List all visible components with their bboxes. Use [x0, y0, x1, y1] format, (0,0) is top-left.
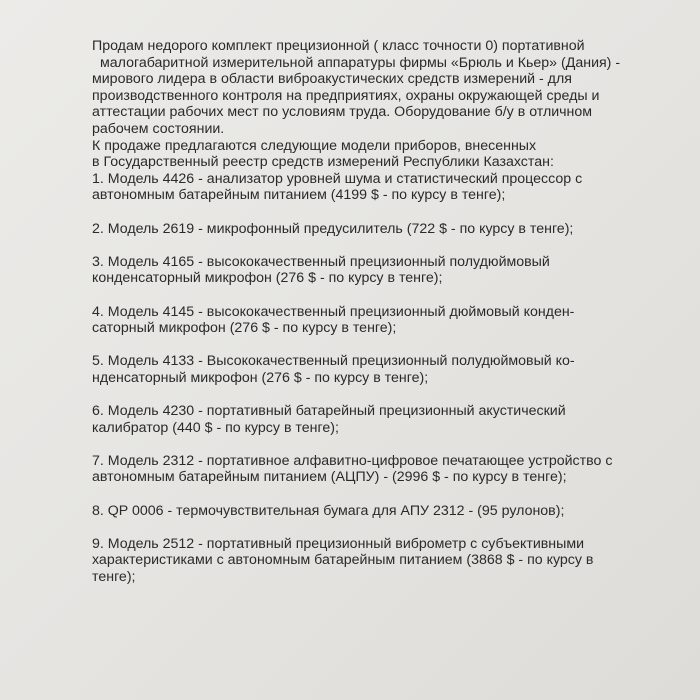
list-item-line: 2. Модель 2619 - микрофонный предусилитель (722 $ - по курсу в тенге);	[92, 220, 574, 237]
intro-line: мирового лидера в области виброакустических средств измерений - для	[92, 71, 572, 88]
list-item-line: нденсаторный микрофон (276 $ - по курсу в тенге);	[92, 369, 429, 386]
list-item-line: автономным батарейным питанием (4199 $ - по курсу в тенге);	[92, 187, 506, 204]
intro-line: малогабаритной измерительной аппаратуры фирмы «Брюль и Кьер» (Дания) -	[100, 54, 621, 71]
list-item-line: саторный микрофон (276 $ - по курсу в тенге);	[92, 320, 397, 337]
list-item-line: 6. Модель 4230 - портативный батарейный прецизионный акустический	[92, 403, 566, 420]
list-item-line: конденсаторный микрофон (276 $ - по курсу в тенге);	[92, 270, 443, 287]
list-item-line: 3. Модель 4165 - высококачественный прецизионный полудюймовый	[92, 253, 550, 270]
document-body	[92, 38, 652, 586]
list-item	[92, 453, 652, 486]
list-item	[92, 254, 652, 287]
intro-paragraph	[92, 38, 652, 138]
list-item	[92, 403, 652, 436]
list-item-line: автономным батарейным питанием (АЦПУ) - (2996 $ - по курсу в тенге);	[92, 469, 567, 486]
list-item-line: 4. Модель 4145 - высококачественный прецизионный дюймовый конден-	[92, 303, 575, 320]
equipment-list	[92, 171, 652, 586]
list-item-line: 1. Модель 4426 - анализатор уровней шума и статистический процессор с	[92, 170, 583, 187]
list-item-line: 8. QP 0006 - термочувствительная бумага для АПУ 2312 - (95 рулонов);	[92, 502, 565, 519]
list-item-line: тенге);	[92, 569, 136, 585]
list-item-line: калибратор (440 $ - по курсу в тенге);	[92, 419, 339, 436]
list-item	[92, 221, 652, 238]
intro-line: рабочем состоянии.	[92, 120, 225, 137]
list-item-line: 9. Модель 2512 - портативный прецизионный виброметр с субъективными	[92, 535, 585, 552]
lead-line: в Государственный реестр средств измерений Республики Казахстан:	[92, 154, 554, 171]
list-item	[92, 171, 652, 204]
lead-line: К продаже предлагаются следующие модели приборов, внесенных	[92, 137, 537, 154]
list-item-line: характеристиками с автономным батарейным питанием (3868 $ - по курсу в	[92, 552, 594, 569]
list-item-line: 5. Модель 4133 - Высококачественный прецизионный полудюймовый ко-	[92, 353, 575, 370]
lead-paragraph	[92, 138, 652, 171]
intro-line: Продам недорого комплект прецизионной ( класс точности 0) портативной	[92, 38, 585, 54]
list-item	[92, 304, 652, 337]
list-item	[92, 536, 652, 586]
list-item	[92, 503, 652, 520]
list-item-line: 7. Модель 2312 - портативное алфавитно-цифровое печатающее устройство с	[92, 452, 613, 469]
list-item	[92, 353, 652, 386]
intro-line: производственного контроля на предприятиях, охраны окружающей среды и	[92, 87, 600, 104]
intro-line: аттестации рабочих мест по условиям труда. Оборудование б/у в отличном	[92, 104, 593, 121]
